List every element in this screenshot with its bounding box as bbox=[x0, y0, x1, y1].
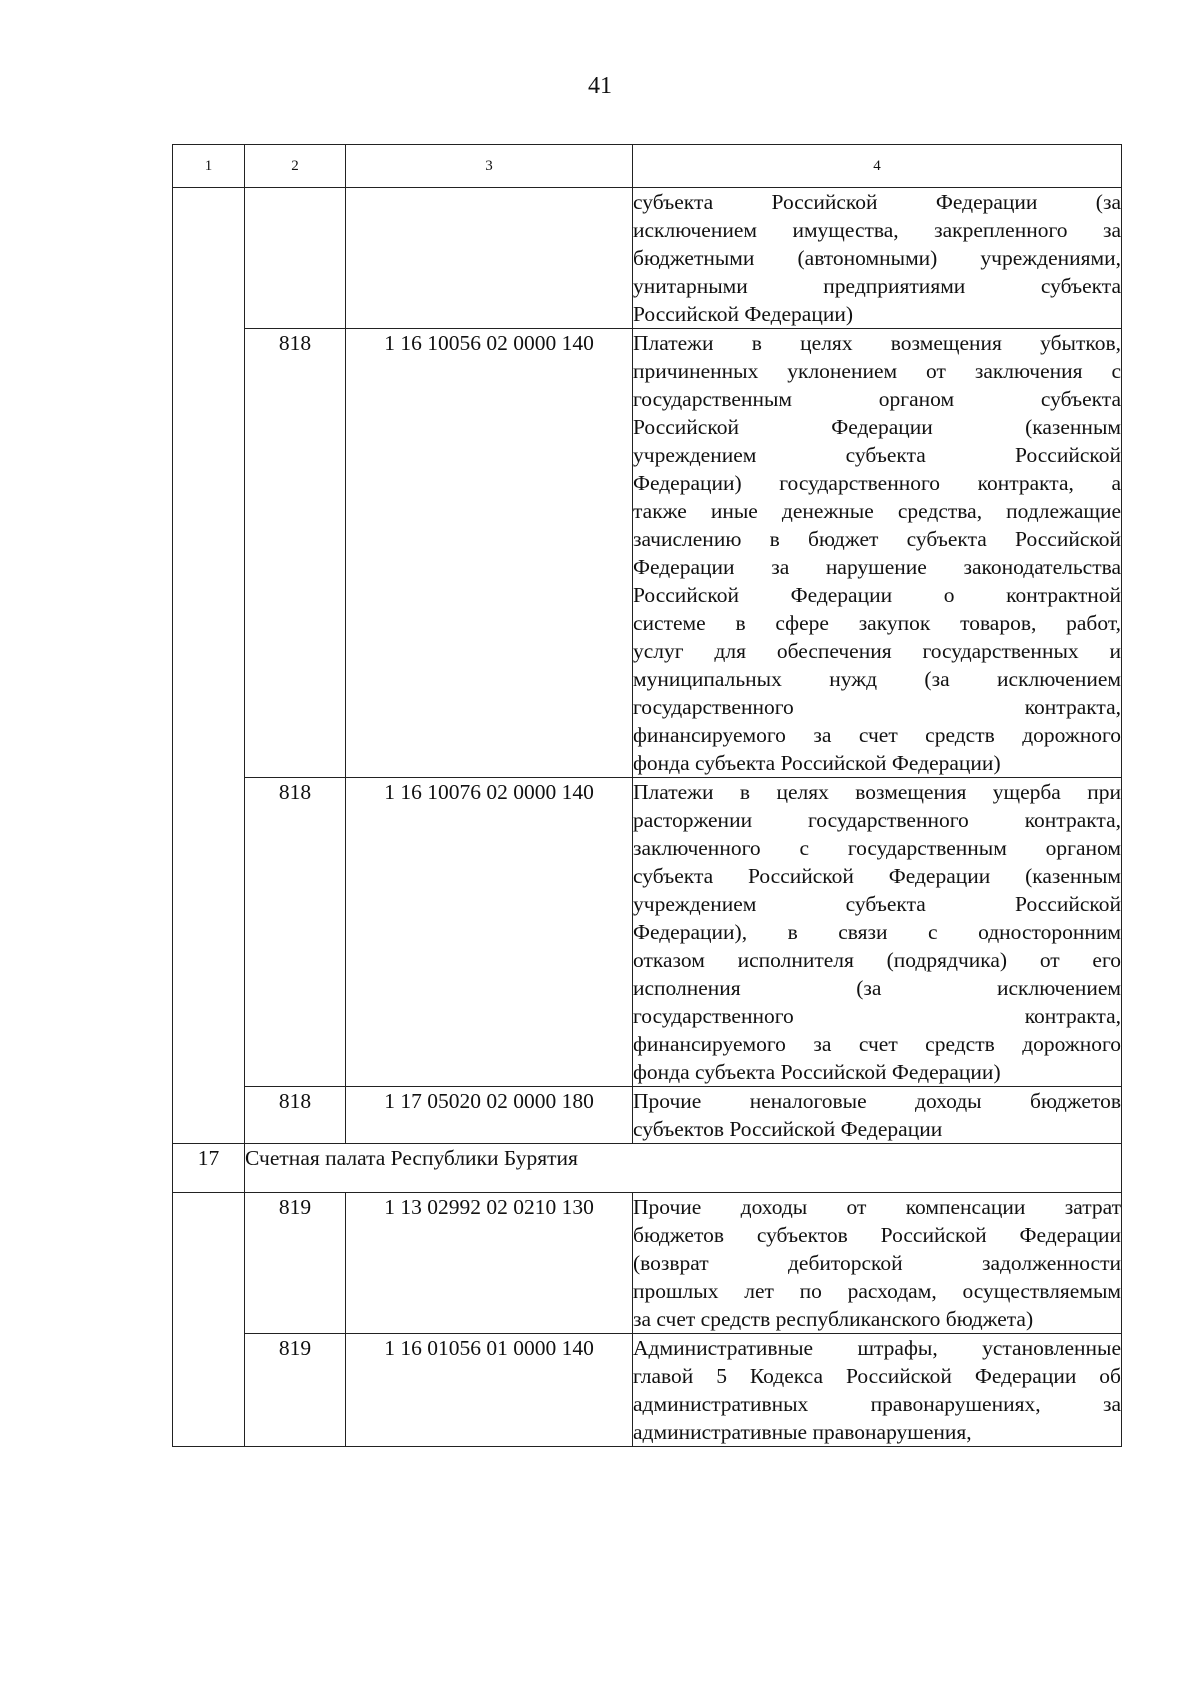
description-line: административных правонарушениях, за bbox=[633, 1392, 1121, 1416]
description-text bbox=[633, 188, 1121, 328]
administrator-code-cell: 818 bbox=[245, 778, 346, 1087]
description-line: административные правонарушения, bbox=[633, 1420, 972, 1444]
revenue-codes-table bbox=[172, 144, 1122, 1447]
description-line: Российской Федерации) bbox=[633, 302, 854, 326]
description-line: унитарными предприятиями субъекта bbox=[633, 274, 1121, 298]
administrator-code-cell: 818 bbox=[245, 1087, 346, 1144]
description-text bbox=[633, 778, 1121, 1086]
description-line: бюджетными (автономными) учреждениями, bbox=[633, 246, 1121, 270]
row-number-cell bbox=[173, 188, 245, 1144]
revenue-description-cell bbox=[633, 188, 1122, 329]
description-line: муниципальных нужд (за исключением bbox=[633, 667, 1121, 691]
table-row bbox=[173, 1087, 1122, 1144]
description-text bbox=[633, 1193, 1121, 1333]
description-line: Российской Федерации (казенным bbox=[633, 415, 1121, 439]
description-text bbox=[633, 1087, 1121, 1143]
description-line: (возврат дебиторской задолженности bbox=[633, 1251, 1121, 1275]
column-header-1: 1 bbox=[173, 145, 245, 188]
description-line: государственного контракта, bbox=[633, 1004, 1121, 1028]
description-line: субъекта Российской Федерации (за bbox=[633, 190, 1121, 214]
description-line: субъектов Российской Федерации bbox=[633, 1117, 943, 1141]
revenue-description-cell bbox=[633, 1087, 1122, 1144]
row-number-cell bbox=[173, 1193, 245, 1447]
description-line: Административные штрафы, установленные bbox=[633, 1336, 1121, 1360]
description-line: Прочие доходы от компенсации затрат bbox=[633, 1195, 1121, 1219]
revenue-description-cell bbox=[633, 1193, 1122, 1334]
description-line: зачислению в бюджет субъекта Российской bbox=[633, 527, 1121, 551]
table-body bbox=[173, 145, 1122, 1447]
description-line: Российской Федерации о контрактной bbox=[633, 583, 1121, 607]
description-line: Федерации) государственного контракта, а bbox=[633, 471, 1121, 495]
description-line: расторжении государственного контракта, bbox=[633, 808, 1121, 832]
revenue-code-cell: 1 16 10056 02 0000 140 bbox=[346, 329, 633, 778]
section-number: 17 bbox=[173, 1144, 245, 1193]
description-line: Федерации за нарушение законодательства bbox=[633, 555, 1121, 579]
description-line: субъекта Российской Федерации (казенным bbox=[633, 864, 1121, 888]
description-line: фонда субъекта Российской Федерации) bbox=[633, 751, 1001, 775]
description-line: главой 5 Кодекса Российской Федерации об bbox=[633, 1364, 1121, 1388]
description-line: исполнения (за исключением bbox=[633, 976, 1121, 1000]
description-line: финансируемого за счет средств дорожного bbox=[633, 723, 1121, 747]
description-line: государственного контракта, bbox=[633, 695, 1121, 719]
description-line: отказом исполнителя (подрядчика) от его bbox=[633, 948, 1121, 972]
table-row bbox=[173, 1334, 1122, 1447]
description-line: системе в сфере закупок товаров, работ, bbox=[633, 611, 1121, 635]
revenue-code-cell: 1 13 02992 02 0210 130 bbox=[346, 1193, 633, 1334]
revenue-code-cell: 1 16 10076 02 0000 140 bbox=[346, 778, 633, 1087]
table-row bbox=[173, 329, 1122, 778]
description-line: бюджетов субъектов Российской Федерации bbox=[633, 1223, 1121, 1247]
column-header-3: 3 bbox=[346, 145, 633, 188]
description-text bbox=[633, 329, 1121, 777]
description-line: Платежи в целях возмещения ущерба при bbox=[633, 780, 1121, 804]
administrator-code-cell: 819 bbox=[245, 1193, 346, 1334]
section-title: Счетная палата Республики Бурятия bbox=[245, 1144, 1122, 1193]
description-line: финансируемого за счет средств дорожного bbox=[633, 1032, 1121, 1056]
description-line: государственным органом субъекта bbox=[633, 387, 1121, 411]
administrator-code-cell: 819 bbox=[245, 1334, 346, 1447]
description-line: фонда субъекта Российской Федерации) bbox=[633, 1060, 1001, 1084]
column-header-4: 4 bbox=[633, 145, 1122, 188]
description-line: Федерации), в связи с односторонним bbox=[633, 920, 1121, 944]
revenue-description-cell bbox=[633, 1334, 1122, 1447]
description-line: заключенного с государственным органом bbox=[633, 836, 1121, 860]
description-line: причиненных уклонением от заключения с bbox=[633, 359, 1121, 383]
column-header-2: 2 bbox=[245, 145, 346, 188]
administrator-code-cell bbox=[245, 188, 346, 329]
revenue-code-cell bbox=[346, 188, 633, 329]
description-line: услуг для обеспечения государственных и bbox=[633, 639, 1121, 663]
section-row bbox=[173, 1144, 1122, 1193]
revenue-description-cell bbox=[633, 778, 1122, 1087]
revenue-description-cell bbox=[633, 329, 1122, 778]
description-line: учреждением субъекта Российской bbox=[633, 892, 1121, 916]
table-header-row bbox=[173, 145, 1122, 188]
administrator-code-cell: 818 bbox=[245, 329, 346, 778]
description-line: Платежи в целях возмещения убытков, bbox=[633, 331, 1121, 355]
description-line: учреждением субъекта Российской bbox=[633, 443, 1121, 467]
table-row bbox=[173, 188, 1122, 329]
page-number: 41 bbox=[588, 73, 612, 99]
description-text bbox=[633, 1334, 1121, 1446]
revenue-code-cell: 1 17 05020 02 0000 180 bbox=[346, 1087, 633, 1144]
description-line: Прочие неналоговые доходы бюджетов bbox=[633, 1089, 1121, 1113]
table-row bbox=[173, 1193, 1122, 1334]
revenue-code-cell: 1 16 01056 01 0000 140 bbox=[346, 1334, 633, 1447]
description-line: исключением имущества, закрепленного за bbox=[633, 218, 1121, 242]
description-line: прошлых лет по расходам, осуществляемым bbox=[633, 1279, 1121, 1303]
description-line: за счет средств республиканского бюджета) bbox=[633, 1307, 1034, 1331]
table-row bbox=[173, 778, 1122, 1087]
description-line: также иные денежные средства, подлежащие bbox=[633, 499, 1121, 523]
